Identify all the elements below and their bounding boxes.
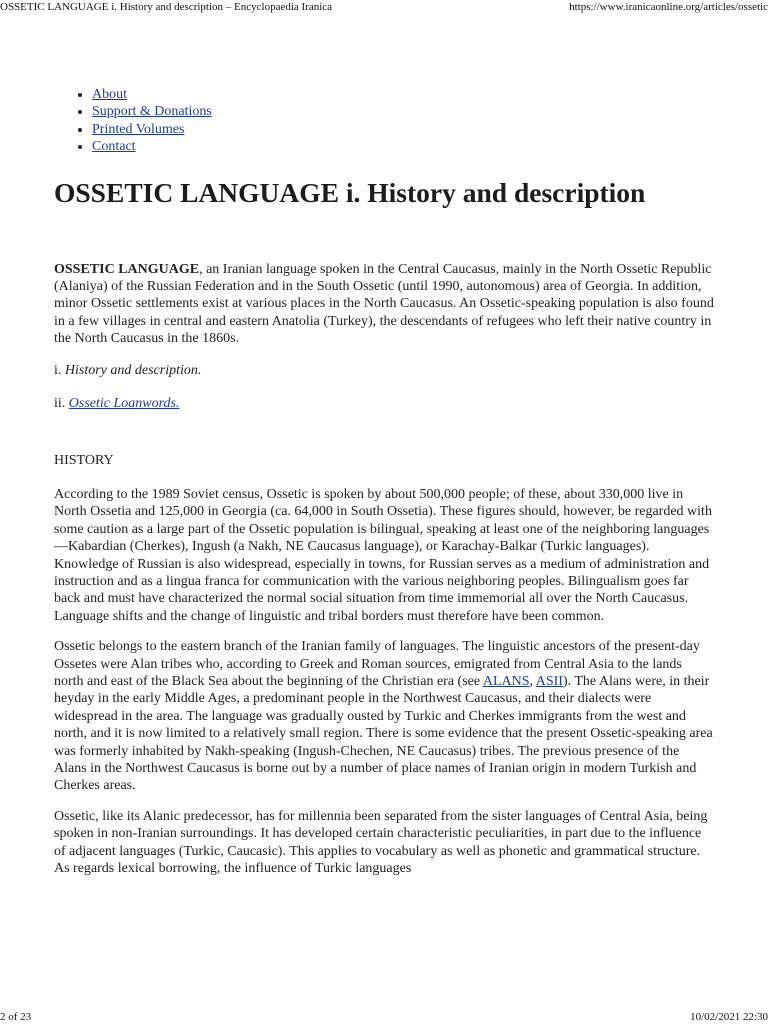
link-alans[interactable]: ALANS — [482, 673, 530, 689]
toc-label-loanwords: Ossetic Loanwords. — [68, 396, 180, 412]
toc-item-history — [54, 362, 714, 379]
print-header-url: https://www.iranicaonline.org/articles/ossetic — [569, 1, 768, 13]
link-asii[interactable]: ASII — [535, 673, 563, 689]
toc-link-ossetic-loanwords[interactable] — [69, 396, 180, 411]
page-counter: 2 of 23 — [0, 1011, 32, 1023]
toc-item-loanwords — [54, 395, 714, 412]
section-heading-history: HISTORY — [54, 453, 114, 469]
nav-item-contact — [92, 138, 714, 155]
nav-link-support-donations[interactable]: Support & Donations — [92, 104, 212, 120]
toc-label-history: History and description. — [64, 362, 202, 378]
nav-link-printed-volumes[interactable]: Printed Volumes — [92, 121, 185, 137]
article-title: OSSETIC LANGUAGE i. History and description — [54, 176, 646, 208]
intro-text: , an Iranian language spoken in the Central Caucasus, mainly in the North Ossetic Republic (Alaniya) of the Russian Federation and in the South Ossetic (until 1990, autonomous) area of Georgia. In addition, minor Ossetic settlements exist at various places in the North Caucasus. An Ossetic-speaking population is also found in a few villages in central and eastern Anatolia (Turkey), the descendants of refugees who left their native country in the North Caucasus in the 1860s. — [54, 261, 714, 347]
nav-link-contact[interactable]: Contact — [92, 139, 136, 155]
link-separator: , — [529, 673, 536, 689]
print-timestamp: 10/02/2021 22:30 — [690, 1011, 768, 1023]
nav-item-printed-volumes — [92, 121, 714, 138]
site-nav — [54, 86, 714, 156]
article-content — [54, 86, 714, 877]
nav-item-about — [92, 86, 714, 103]
paragraph-text: Ossetic belongs to the eastern branch of the Iranian family of languages. The linguistic ancestors of the present-day Ossetes were Alan tribes who, according to Greek and Roman sources, emigrated from Central Asia to the lands north and east of the Black Sea about the beginning of the Christian era (see — [54, 639, 700, 689]
print-footer — [0, 1010, 768, 1024]
body-paragraph-peculiarities: Ossetic, like its Alanic predecessor, has for millennia been separated from the sister languages of Central Asia, being spoken in non-Iranian surroundings. It has developed certain characteristic peculiarities, in part due to the influence of adjacent languages (Turkic, Caucasic). This applies to vocabulary as well as phonetic and grammatical structure. As regards lexical borrowing, the influence of Turkic languages — [54, 808, 708, 876]
body-paragraph-census: According to the 1989 Soviet census, Ossetic is spoken by about 500,000 people; of these, about 330,000 live in North Ossetia and 125,000 in Georgia (ca. 64,000 in South Ossetia). These figures should, however, be regarded with some caution as a large part of the Ossetic population is bilingual, speaking at least one of the neighboring languages—Kabardian (Cherkes), Ingush (a Nakh, NE Caucasus language), or Karachay-Balkar (Turkic languages). Knowledge of Russian is also widespread, especially in towns, for Russian serves as a medium of administration and instruction and as a lingua franca for communication with the various neighboring peoples. Bilingualism goes far back and must have characterized the normal social situation from time immemorial all over the North Caucasus. Language shifts and the change of linguistic and tribal borders must therefore have been common. — [54, 486, 712, 624]
paragraph-text: ). The Alans were, in their heyday in the early Middle Ages, a predominant people in the Northwest Caucasus, and their dialects were widespread in the area. The language was gradually ousted by Turkic and Cherkes immigrants from the west and north, and it is now limited to a relatively small region. There is some evidence that the present Ossetic-speaking area was formerly inhabited by Nakh-speaking (Ingush-Chechen, NE Caucasus) tribes. The previous presence of the Alans in the Northwest Caucasus is borne out by a number of place names of Iranian origin in modern Turkish and Cherkes areas. — [54, 673, 713, 794]
nav-item-support — [92, 103, 714, 120]
intro-term: OSSETIC LANGUAGE — [54, 261, 200, 277]
print-header-title: OSSETIC LANGUAGE i. History and description – Encyclopaedia Iranica — [0, 1, 333, 13]
toc-number: ii. — [54, 396, 69, 412]
intro-paragraph — [54, 261, 714, 348]
nav-link-about[interactable]: About — [92, 87, 127, 102]
toc-number: i. — [54, 362, 65, 378]
body-paragraph-origins — [54, 638, 714, 795]
print-header — [0, 0, 768, 16]
